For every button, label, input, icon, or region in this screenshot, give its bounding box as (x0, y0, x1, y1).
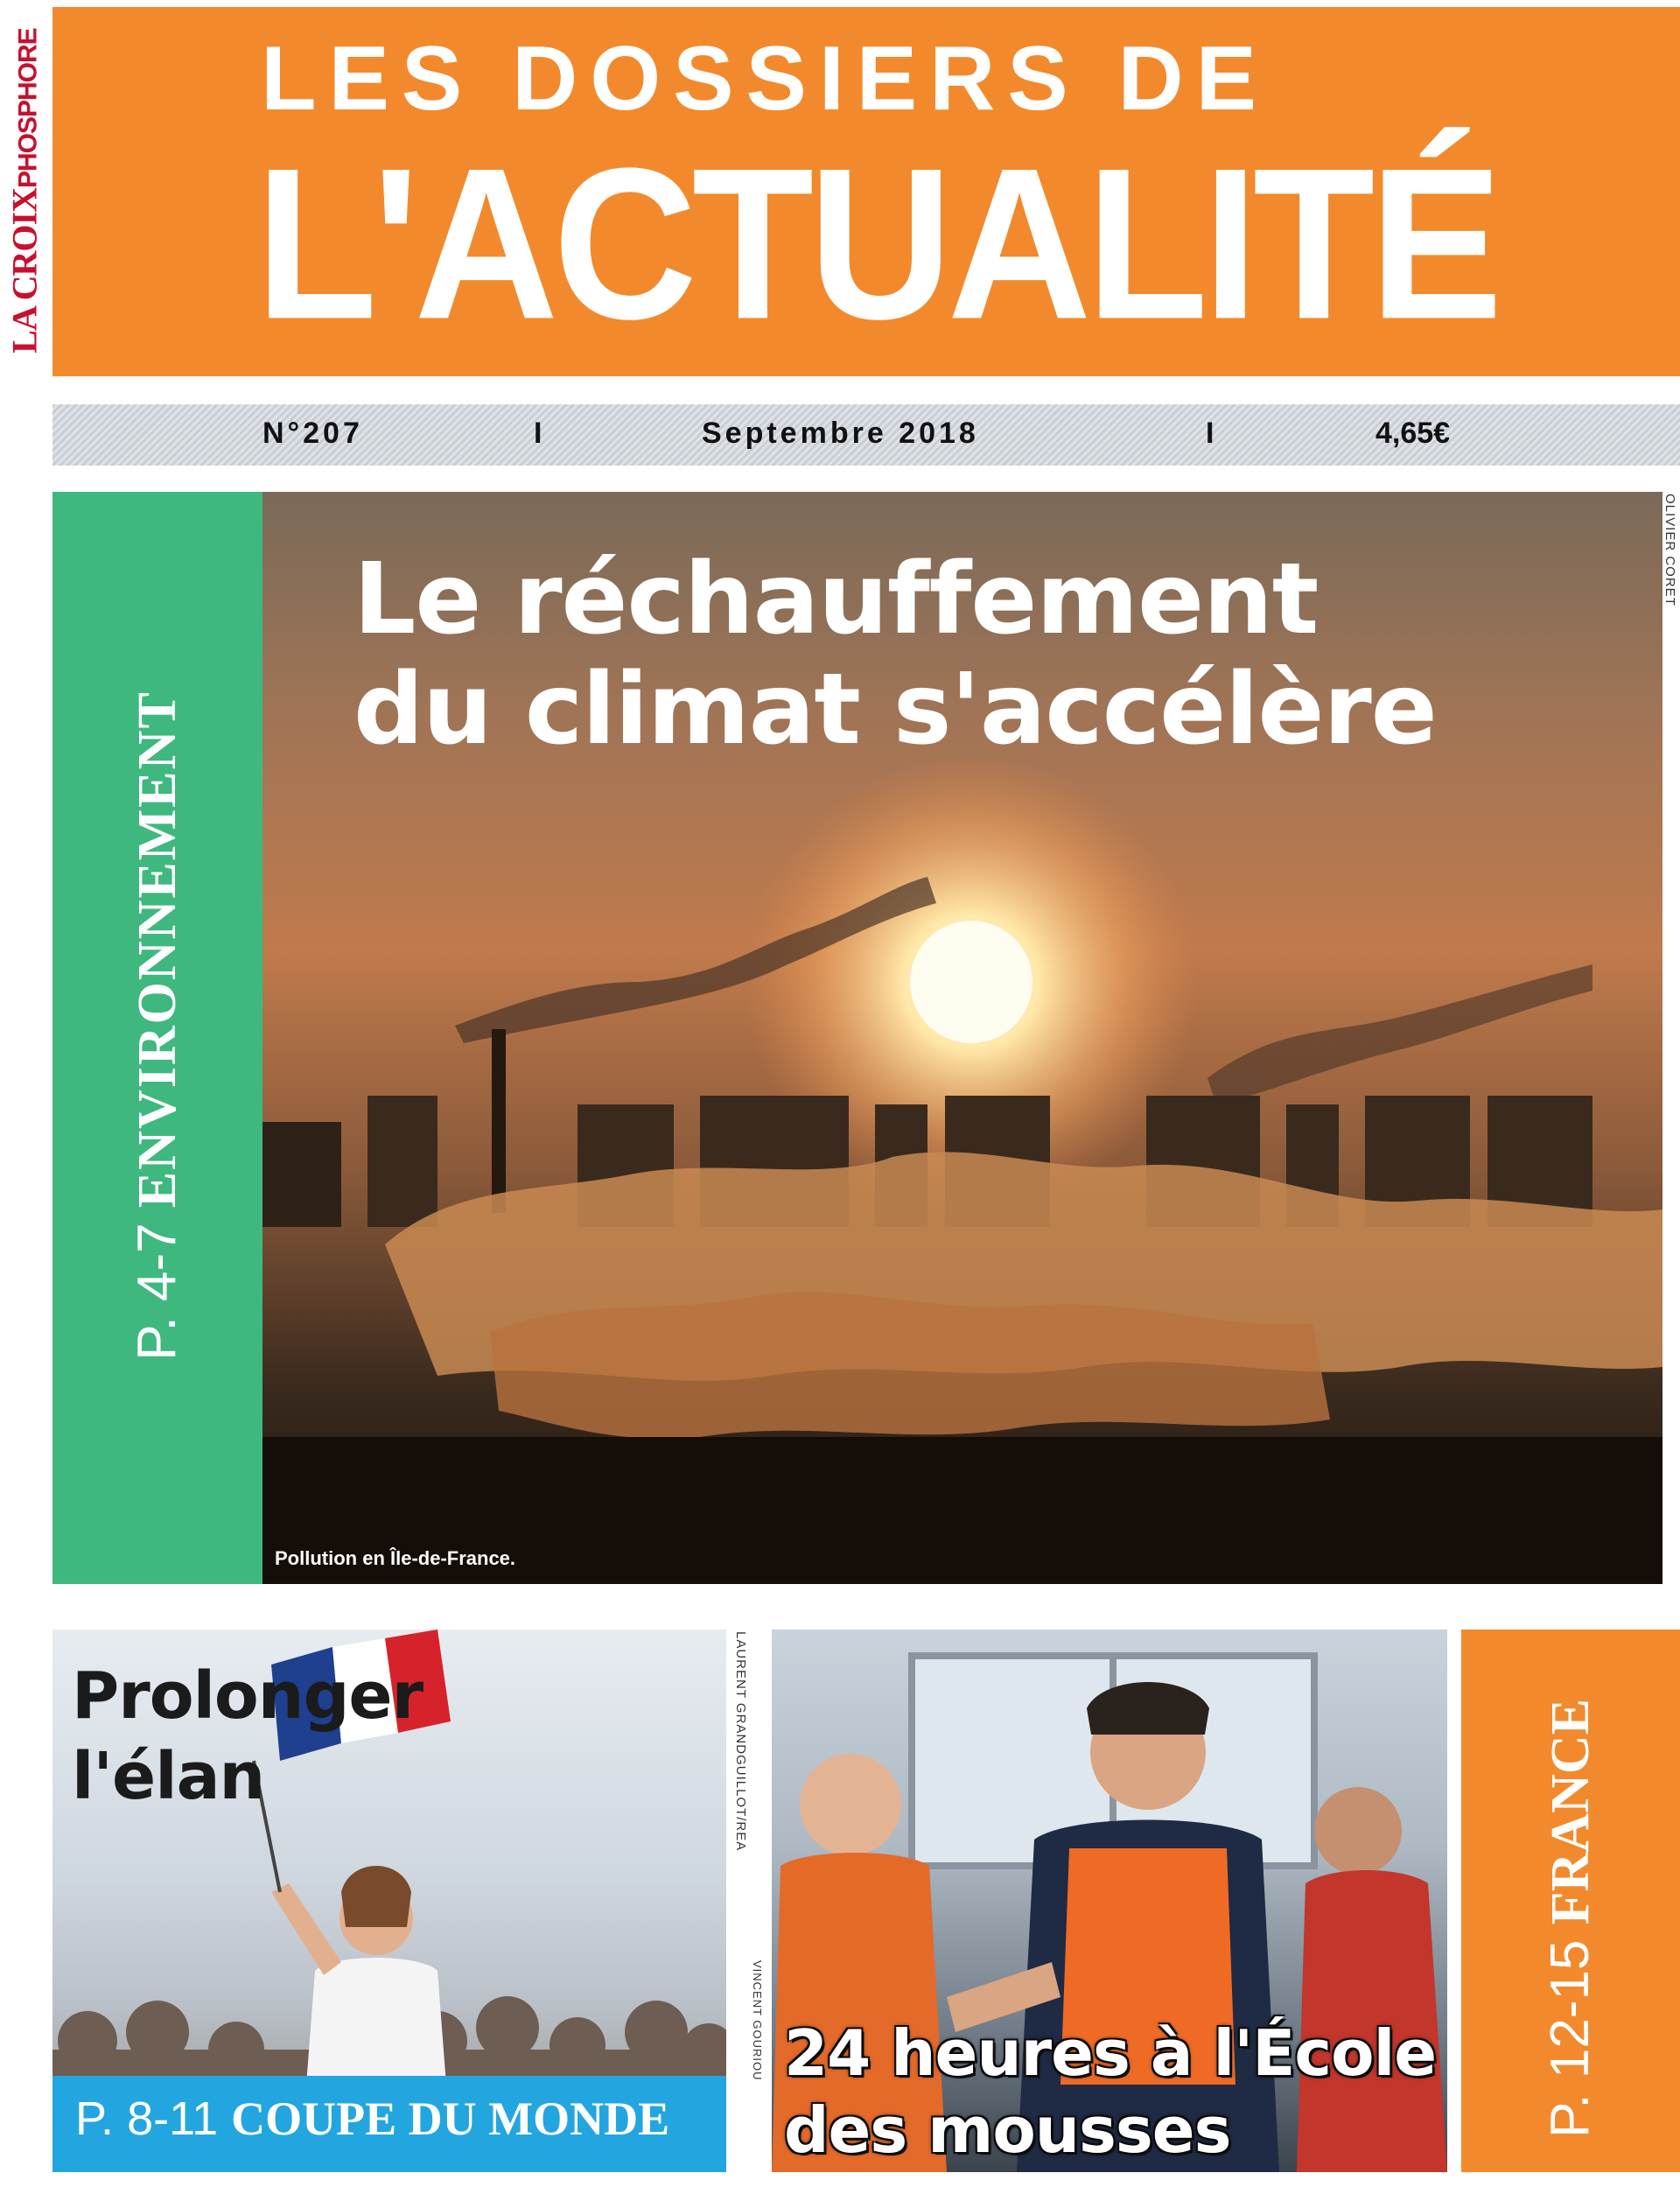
cover-caption: Pollution en Île-de-France. (275, 1547, 516, 1569)
chimney (492, 1029, 506, 1213)
cover-headline-line2: du climat s'accélère (354, 653, 1437, 767)
masthead-title: L'ACTUALITÉ (256, 123, 1498, 365)
cover-headline-line1: Le réchauffement (354, 543, 1319, 656)
world-cup-headline (72, 1656, 423, 1817)
issue-separator: I (1206, 417, 1218, 450)
world-cup-headline-line1: Prolonger (72, 1658, 424, 1734)
cover-headline (354, 544, 1437, 765)
france-photo-credit: VINCENT GOURIOU (751, 1960, 764, 2081)
cover-pages: P. 4-7 (127, 1223, 187, 1361)
france-section-label (1539, 1699, 1602, 2138)
cover-story[interactable] (52, 492, 1662, 1584)
mousses-headline (784, 2015, 1436, 2169)
world-cup-section-band (52, 2076, 726, 2172)
brand-logo (0, 7, 49, 375)
story-ecole-des-mousses[interactable] (772, 1630, 1680, 2172)
brand-name-serif: LA CROIX (4, 188, 45, 354)
world-cup-section: COUPE DU MONDE (231, 2092, 670, 2145)
cover-photo (262, 492, 1662, 1584)
mousses-headline-line2: des mousses (784, 2093, 1231, 2167)
france-pages: P. 12-15 (1540, 1939, 1600, 2138)
cover-photo-credit: OLIVIER CORET (1662, 494, 1677, 606)
masthead-line1: LES DOSSIERS DE (261, 28, 1269, 130)
mousses-headline-line1: 24 heures à l'École (784, 2016, 1437, 2090)
france-section: FRANCE (1541, 1699, 1600, 1925)
world-cup-headline-line2: l'élan (72, 1739, 265, 1814)
issue-price: 4,65€ (1376, 417, 1451, 450)
issue-bar (52, 404, 1680, 466)
cover-section-label (126, 690, 189, 1361)
masthead (52, 7, 1680, 376)
story-world-cup[interactable] (52, 1630, 726, 2172)
issue-separator: I (534, 417, 546, 450)
issue-date: Septembre 2018 (702, 417, 979, 450)
brand-name-sans: PHOSPHORE (13, 28, 43, 189)
world-cup-photo-credit: LAURENT GRANDGUILLOT/REA (733, 1631, 748, 1852)
cover-section: ENVIRONNEMENT (128, 690, 187, 1209)
world-cup-pages: P. 8-11 (75, 2092, 219, 2145)
mousses-photo (772, 1630, 1447, 2172)
cover-section-strip (52, 492, 262, 1584)
issue-number: N°207 (262, 417, 363, 450)
france-section-strip (1461, 1630, 1680, 2172)
